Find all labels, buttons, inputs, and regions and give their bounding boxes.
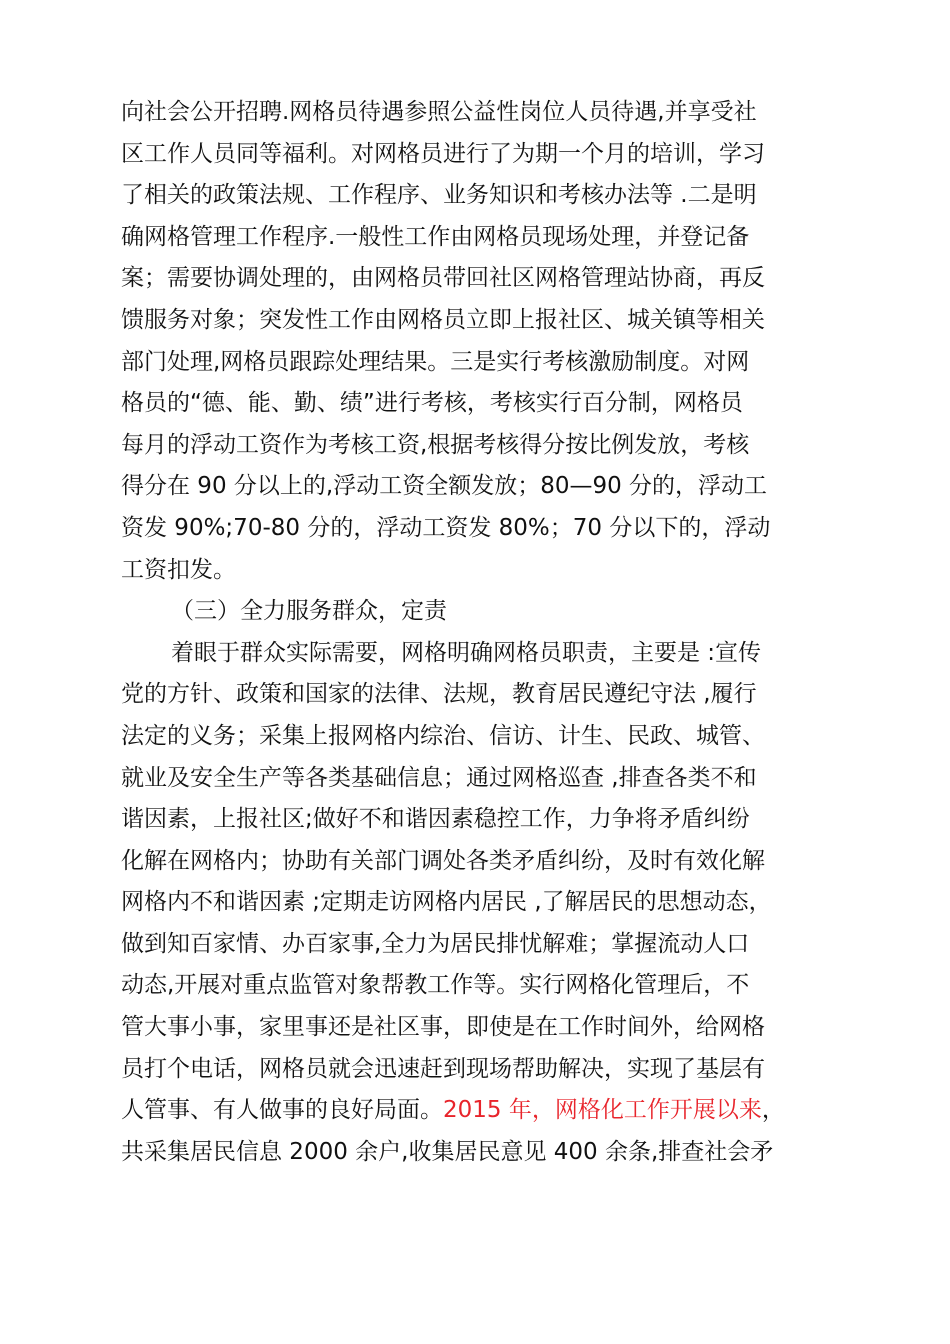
text-line-6: 馈服务对象；突发性工作由网格员立即上报社区、城关镇等相关	[121, 306, 765, 333]
text-line-13: （三）全力服务群众，定责	[171, 598, 447, 625]
text-line-2: 区工作人员同等福利。对网格员进行了为期一个月的培训，学习	[121, 140, 765, 167]
line-25-after: ，	[761, 1097, 785, 1124]
text-line-20: 网格内不和谐因素 ;定期走访网格内居民 ,了解居民的思想动态，	[121, 889, 772, 916]
text-line-9: 每月的浮动工资作为考核工资,根据考核得分按比例发放，考核	[121, 431, 750, 458]
text-line-23: 管大事小事，家里事还是社区事，即使是在工作时间外，给网格	[121, 1014, 765, 1041]
line-25-before: 人管事、有人做事的良好局面。	[121, 1097, 443, 1124]
text-line-22: 动态,开展对重点监管对象帮教工作等。实行网格化管理后，不	[121, 972, 750, 999]
text-line-11: 资发 90%;70-80 分的，浮动工资发 80%；70 分以下的，浮动	[121, 514, 771, 541]
text-line-12: 工资扣发。	[121, 556, 236, 583]
text-line-3: 了相关的政策法规、工作程序、业务知识和考核办法等 .二是明	[121, 182, 757, 209]
text-line-21: 做到知百家情、办百家事,全力为居民排忧解难；掌握流动人口	[121, 930, 750, 957]
text-line-24: 员打个电话，网格员就会迅速赶到现场帮助解决，实现了基层有	[121, 1055, 765, 1082]
text-line-18: 谐因素，上报社区;做好不和谐因素稳控工作，力争将矛盾纠纷	[121, 806, 750, 833]
text-line-7: 部门处理,网格员跟踪处理结果。三是实行考核激励制度。对网	[121, 348, 750, 375]
text-line-19: 化解在网格内；协助有关部门调处各类矛盾纠纷，及时有效化解	[121, 847, 765, 874]
text-line-4: 确网格管理工作程序.一般性工作由网格员现场处理，并登记备	[121, 223, 750, 250]
text-line-14: 着眼于群众实际需要，网格明确网格员职责，主要是 :宣传	[171, 639, 762, 666]
text-line-26: 共采集居民信息 2000 余户,收集居民意见 400 余条,排查社会矛	[121, 1138, 774, 1165]
text-line-15: 党的方针、政策和国家的法律、法规，教育居民遵纪守法 ,履行	[121, 681, 757, 708]
body-text	[121, 92, 837, 1173]
text-line-5: 案；需要协调处理的，由网格员带回社区网格管理站协商，再反	[121, 265, 765, 292]
text-line-1: 向社会公开招聘.网格员待遇参照公益性岗位人员待遇,并享受社	[121, 99, 757, 125]
text-line-8: 格员的“德、能、勤、绩”进行考核，考核实行百分制，网格员	[121, 390, 743, 417]
text-line-10: 得分在 90 分以上的,浮动工资全额发放；80—90 分的，浮动工	[121, 473, 768, 500]
text-line-17: 就业及安全生产等各类基础信息；通过网格巡查 ,排查各类不和	[121, 764, 757, 791]
text-line-16: 法定的义务；采集上报网格内综治、信访、计生、民政、城管、	[121, 722, 765, 749]
highlighted-text: 2015 年，网格化工作开展以来	[443, 1097, 762, 1124]
text-line-25	[121, 1090, 837, 1132]
